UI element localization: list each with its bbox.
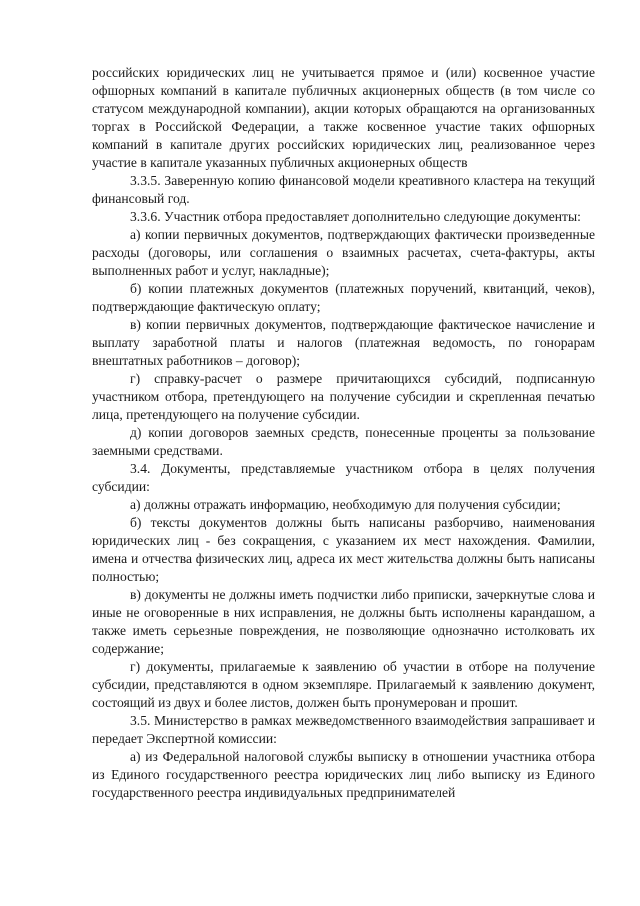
document-body (92, 64, 595, 802)
paragraph-3-3-6-g: г) справку-расчет о размере причитающихся субсидий, подписанную участником отбора, претендующего на получение субсидии и скрепленная печатью лица, претендующего на получение субсидии. (92, 371, 595, 422)
paragraph-3-3-5: 3.3.5. Заверенную копию финансовой модели креативного кластера на текущий финансовый год. (92, 173, 595, 206)
paragraph-3-4: 3.4. Документы, представляемые участником отбора в целях получения субсидии: (92, 461, 595, 494)
paragraph-3-4-g: г) документы, прилагаемые к заявлению об участии в отборе на получение субсидии, представляются в одном экземпляре. Прилагаемый к заявлению документ, состоящий из двух и более листов, должен быть пронумерован и прошит. (92, 659, 595, 710)
paragraph-3-5-a: а) из Федеральной налоговой службы выписку в отношении участника отбора из Единого государственного реестра юридических лиц либо выписку из Единого государственного реестра индивидуальных предпринимателей (92, 749, 595, 800)
paragraph-3-4-b: б) тексты документов должны быть написаны разборчиво, наименования юридических лиц - без сокращения, с указанием их мест нахождения. Фамилии, имена и отчества физических лиц, адреса их мест жительства должны быть написаны полностью; (92, 515, 595, 584)
paragraph-3-3-6-a: а) копии первичных документов, подтверждающих фактически произведенные расходы (договоры, или соглашения о взаимных расчетах, счета-фактуры, акты выполненных работ и услуг, накладные); (92, 227, 595, 278)
paragraph-3-4-v: в) документы не должны иметь подчистки либо приписки, зачеркнутые слова и иные не оговоренные в них исправления, не должны быть исполнены карандашом, а также иметь серьезные повреждения, не позволяющие однозначно истолковать их содержание; (92, 587, 595, 656)
paragraph-3-3-6-b: б) копии платежных документов (платежных поручений, квитанций, чеков), подтверждающие фактическую оплату; (92, 281, 595, 314)
paragraph-3-5: 3.5. Министерство в рамках межведомственного взаимодействия запрашивает и передает Экспертной комиссии: (92, 713, 595, 746)
paragraph-continuation: российских юридических лиц не учитывается прямое и (или) косвенное участие офшорных компаний в капитале публичных акционерных обществ (в том числе со статусом международной компании), акции которых обращаются на организованных торгах в Российской Федерации, а также косвенное участие таких офшорных компаний в капитале других российских юридических лиц, реализованное через участие в капитале указанных публичных акционерных обществ (92, 65, 595, 170)
paragraph-3-3-6: 3.3.6. Участник отбора предоставляет дополнительно следующие документы: (130, 209, 581, 224)
paragraph-3-4-a: а) должны отражать информацию, необходимую для получения субсидии; (130, 497, 561, 512)
paragraph-3-3-6-v: в) копии первичных документов, подтверждающие фактическое начисление и выплату заработной платы и налогов (платежная ведомость, по гонорарам внештатных работников – договор); (92, 317, 595, 368)
paragraph-3-3-6-d: д) копии договоров заемных средств, понесенные проценты за пользование заемными средствами. (92, 425, 595, 458)
